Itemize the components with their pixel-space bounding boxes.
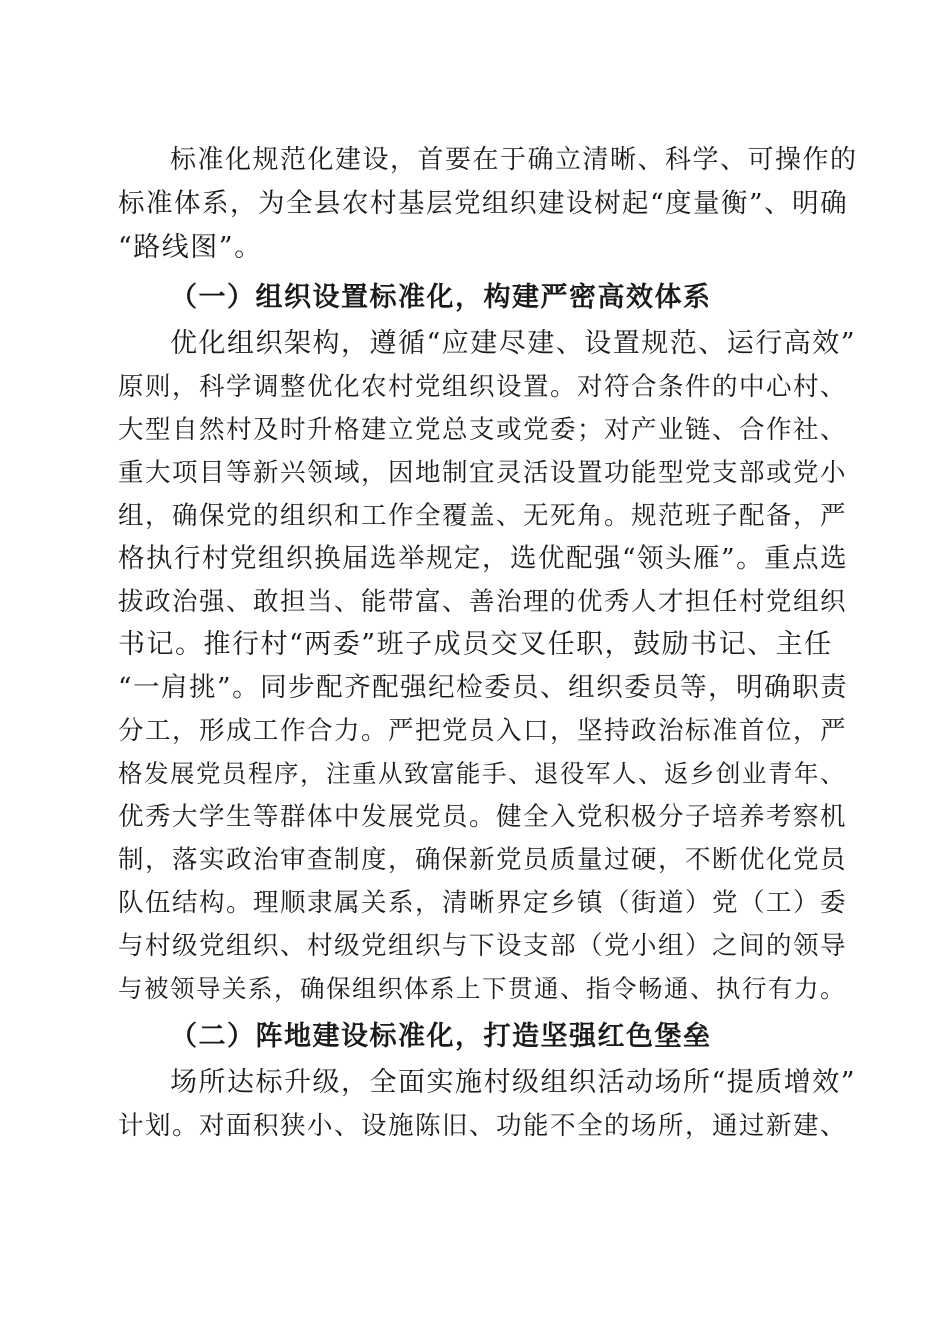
paragraph-2-line-13: 制，落实政治审查制度，确保新党员质量过硬，不断优化党员 xyxy=(118,845,848,875)
paragraph-2-line-5: 组，确保党的组织和工作全覆盖、无死角。规范班子配备，严 xyxy=(118,501,848,531)
paragraph-1-line-3: “路线图”。 xyxy=(118,232,263,263)
paragraph-1-line-2: 标准体系，为全县农村基层党组织建设树起“度量衡”、明确 xyxy=(118,188,849,219)
paragraph-2-line-6: 格执行村党组织换届选举规定，选优配强“领头雁”。重点选 xyxy=(118,543,849,574)
paragraph-2-line-11: 格发展党员程序，注重从致富能手、退役军人、返乡创业青年、 xyxy=(118,759,846,788)
paragraph-2-line-4: 重大项目等新兴领域，因地制宜灵活设置功能型党支部或党小 xyxy=(118,458,848,488)
paragraph-2-line-1: 优化组织架构，遵循“应建尽建、设置规范、运行高效” xyxy=(170,328,857,359)
section-heading-2: （二）阵地建设标准化，打造坚强红色堡垒 xyxy=(170,1021,712,1052)
paragraph-2-line-14: 队伍结构。理顺隶属关系，清晰界定乡镇（街道）党（工）委 xyxy=(118,888,848,918)
paragraph-2-line-7: 拔政治强、敢担当、能带富、善治理的优秀人才担任村党组织 xyxy=(118,587,848,617)
paragraph-2-line-2: 原则，科学调整优化农村党组织设置。对符合条件的中心村、 xyxy=(118,372,848,402)
paragraph-2-line-9: “一肩挑”。同步配齐配强纪检委员、组织委员等，明确职责 xyxy=(118,672,849,703)
section-heading-1: （一）组织设置标准化，构建严密高效体系 xyxy=(170,282,712,313)
paragraph-1-line-1: 标准化规范化建设，首要在于确立清晰、科学、可操作的 xyxy=(170,145,858,175)
paragraph-2-line-10: 分工，形成工作合力。严把党员入口，坚持政治标准首位，严 xyxy=(118,716,848,746)
paragraph-2-line-8: 书记。推行村“两委”班子成员交叉任职，鼓励书记、主任 xyxy=(118,629,833,660)
paragraph-3-line-2: 计划。对面积狭小、设施陈旧、功能不全的场所，通过新建、 xyxy=(118,1111,848,1141)
paragraph-2-line-16: 与被领导关系，确保组织体系上下贯通、指令畅通、执行有力。 xyxy=(118,974,846,1003)
paragraph-2-line-12: 优秀大学生等群体中发展党员。健全入党积极分子培养考察机 xyxy=(118,802,848,832)
paragraph-2-line-3: 大型自然村及时升格建立党总支或党委；对产业链、合作社、 xyxy=(118,415,848,445)
paragraph-3-line-1: 场所达标升级，全面实施村级组织活动场所“提质增效” xyxy=(170,1067,857,1098)
paragraph-2-line-15: 与村级党组织、村级党组织与下设支部（党小组）之间的领导 xyxy=(118,931,848,961)
